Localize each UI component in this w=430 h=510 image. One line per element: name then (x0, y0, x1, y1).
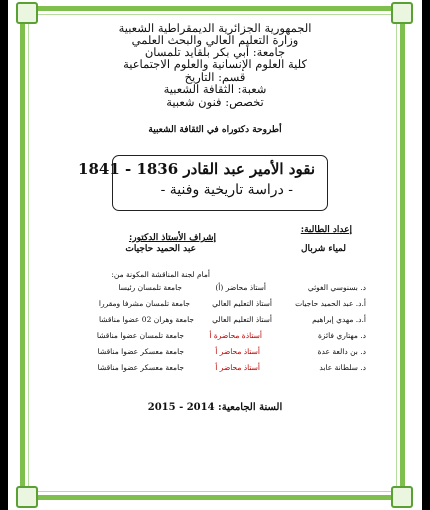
thesis-type: أطروحة دكتوراه في الثقافة الشعبية (148, 125, 282, 135)
committee-member-rank: أستاذ محاضر أ (215, 363, 260, 372)
committee-member-university: جامعة معسكر عضوا مناقشا (97, 347, 184, 356)
committee-member-rank: أستاذ التعليم العالي (212, 299, 272, 308)
corner-ornament-top-right (391, 2, 413, 24)
student-name: لمياء شربال (300, 244, 346, 254)
header-branch: شعبة: الثقافة الشعبية (163, 82, 267, 96)
committee-member-rank: أستاذ محاضر أ (215, 347, 260, 356)
committee-member-name: أ.د. عبد الحميد حاجيات (295, 299, 366, 308)
committee-member-rank: أستاذ محاضر (أ) (215, 283, 266, 292)
committee-member-name: د. مهتاري فائزة (317, 331, 366, 340)
header-republic: الجمهورية الجزائرية الديمقراطية الشعبية (118, 21, 312, 35)
committee-member-name: د. سلطانة عابد (319, 363, 366, 372)
academic-year: السنة الجامعية: 2014 - 2015 (147, 402, 283, 413)
header-ministry: وزارة التعليم العالي والبحث العلمي (131, 33, 299, 47)
corner-ornament-bottom-left (16, 486, 38, 508)
corner-ornament-bottom-right (391, 486, 413, 508)
committee-member-rank: أستاذة محاضرة أ (209, 331, 262, 340)
committee-member-university: جامعة تلمسان مشرفا ومقررا (98, 299, 190, 308)
student-label: إعداد الطالبة: (300, 225, 352, 235)
header-specialty: تخصص: فنون شعبية (166, 95, 264, 109)
committee-member-rank: أستاذ التعليم العالي (212, 315, 272, 324)
committee-member-name: د. بن دالعة عدة (317, 347, 366, 356)
header-faculty: كلية العلوم الإنسانية والعلوم الاجتماعية (123, 57, 307, 71)
thesis-title: نقود الأمير عبد القادر 1836 - 1841 (78, 160, 315, 178)
header-department: قسم: التاريخ (184, 70, 246, 84)
committee-intro: أمام لجنة المناقشة المكونة من: (111, 270, 210, 279)
committee-member-name: أ.د. مهدي إبراهيم (312, 315, 366, 324)
committee-member-university: جامعة تلمسان رئيسا (118, 283, 182, 292)
committee-member-name: د. بسنوسي الغوثي (307, 283, 366, 292)
committee-member-university: جامعة معسكر عضوا مناقشا (97, 363, 184, 372)
corner-ornament-top-left (16, 2, 38, 24)
document-page (8, 0, 422, 510)
header-university: جامعة: أبي بكر بلقايد تلمسان (144, 45, 286, 59)
committee-member-university: جامعة تلمسان عضوا مناقشا (96, 331, 184, 340)
committee-member-university: جامعة وهران 02 عضوا مناقشا (98, 315, 194, 324)
title-box (78, 155, 328, 211)
supervisor-name: عبد الحميد حاجيات (125, 244, 196, 254)
thesis-subtitle: - دراسة تاريخية وفنية - (160, 182, 293, 198)
supervisor-label: إشراف الأستاذ الدكتور: (128, 233, 216, 243)
